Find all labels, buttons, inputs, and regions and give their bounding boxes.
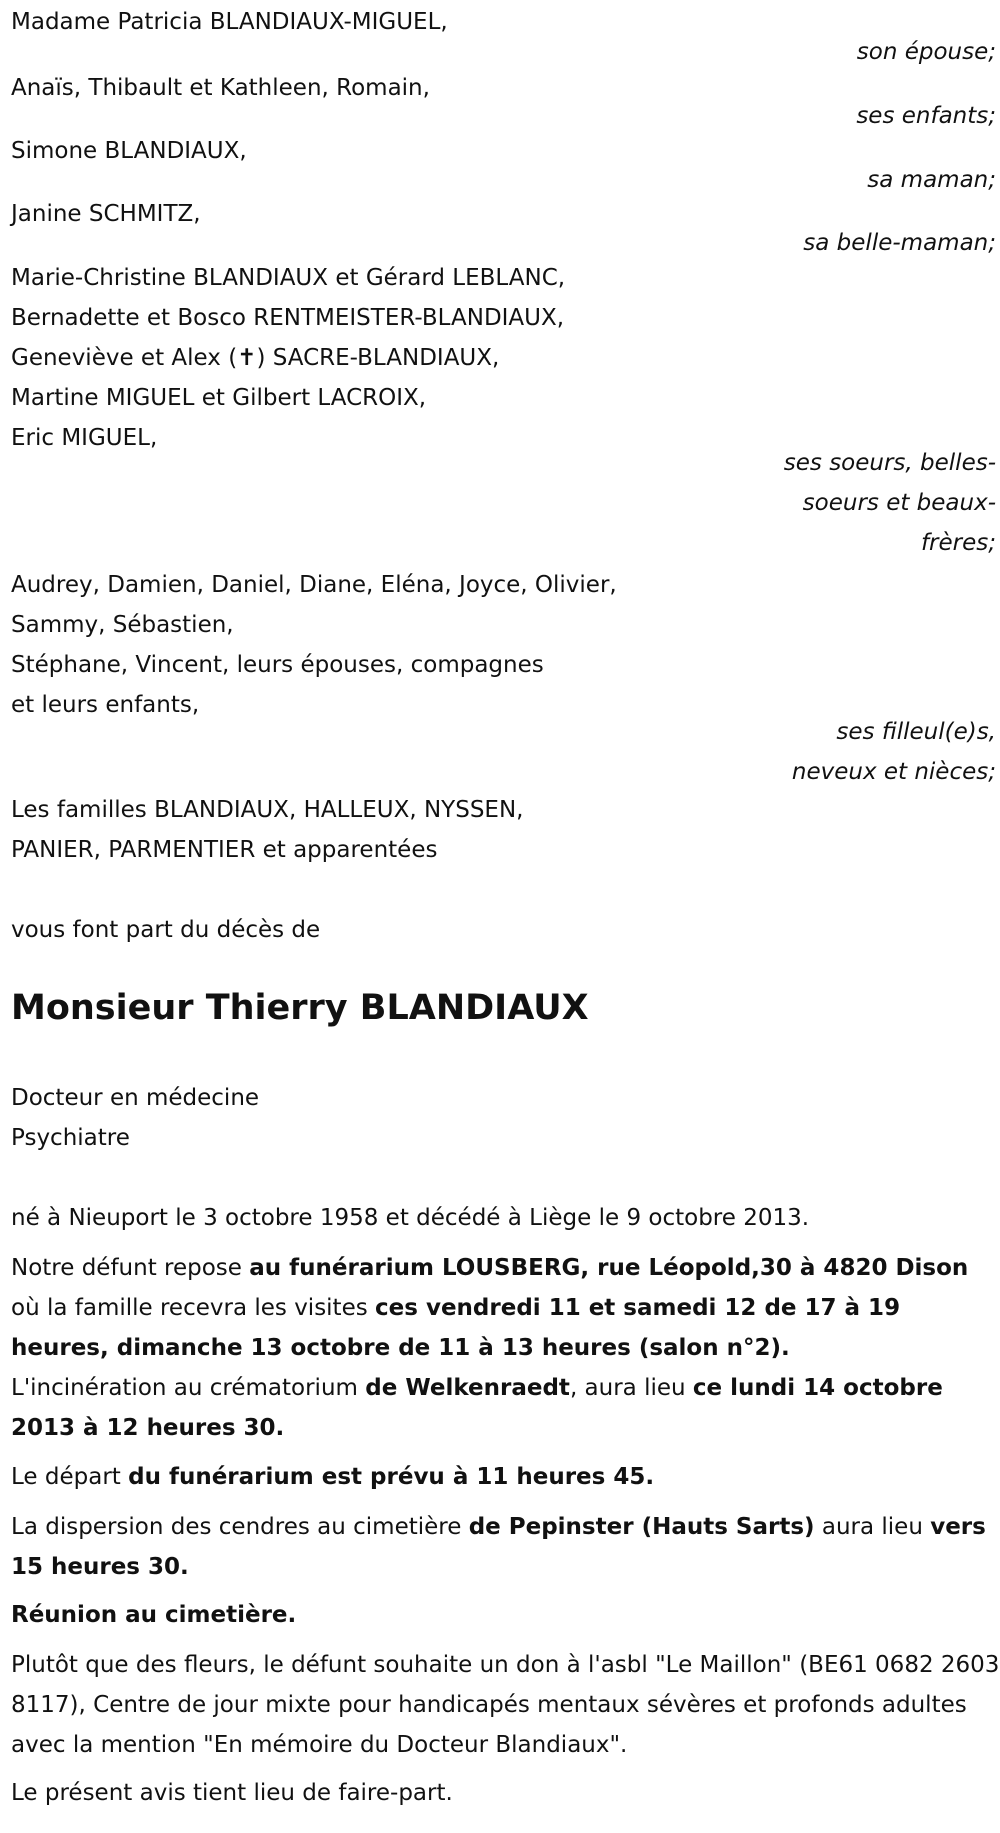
closing-line: Le présent avis tient lieu de faire-part. bbox=[11, 1780, 453, 1806]
dispersion-time: vers 15 heures 30. bbox=[11, 1514, 986, 1580]
relation-label: sa maman; bbox=[867, 167, 996, 193]
relation-label: ses filleul(e)s, bbox=[836, 719, 996, 745]
dispersion-paragraph bbox=[11, 1507, 1000, 1587]
dispersion-place: de Pepinster (Hauts Sarts) bbox=[468, 1514, 815, 1540]
deceased-name: Monsieur Thierry BLANDIAUX bbox=[11, 988, 589, 1028]
family-line: Marie-Christine BLANDIAUX et Gérard LEBLANC, bbox=[11, 265, 566, 291]
family-line: Martine MIGUEL et Gilbert LACROIX, bbox=[11, 385, 427, 411]
family-line: Stéphane, Vincent, leurs épouses, compagnes bbox=[11, 652, 544, 678]
cremation-place: de Welkenraedt bbox=[365, 1375, 570, 1401]
cremation-text: L'incinération au crématorium bbox=[11, 1375, 366, 1401]
announce-text: vous font part du décès de bbox=[11, 917, 321, 943]
family-line: Geneviève et Alex (✝) SACRE-BLANDIAUX, bbox=[11, 345, 500, 371]
family-line: PANIER, PARMENTIER et apparentées bbox=[11, 837, 438, 863]
cremation-text: , aura lieu bbox=[569, 1375, 693, 1401]
family-line: Simone BLANDIAUX, bbox=[11, 138, 247, 164]
family-line: Bernadette et Bosco RENTMEISTER-BLANDIAUX, bbox=[11, 305, 565, 331]
relation-label: frères; bbox=[920, 530, 996, 556]
family-line: Sammy, Sébastien, bbox=[11, 612, 234, 638]
dispersion-text: aura lieu bbox=[814, 1514, 931, 1540]
rest-paragraph bbox=[11, 1248, 1000, 1368]
relation-label: sa belle-maman; bbox=[803, 230, 996, 256]
cremation-paragraph bbox=[11, 1368, 1000, 1448]
family-line: Audrey, Damien, Daniel, Diane, Eléna, Joyce, Olivier, bbox=[11, 572, 617, 598]
rest-text: Notre défunt repose bbox=[11, 1255, 250, 1281]
visit-hours: ces vendredi 11 et samedi 12 de 17 à 19 heures, dimanche 13 octobre de 11 à 13 heures (salon n°2). bbox=[11, 1295, 901, 1361]
family-line: et leurs enfants, bbox=[11, 692, 200, 718]
donation-paragraph: Plutôt que des fleurs, le défunt souhaite un don à l'asbl "Le Maillon" (BE61 0682 2603 8117), Centre de jour mixte pour handicapés mentaux sévères et profonds adultes avec la mention "En mémoire du Docteur Blandiaux". bbox=[11, 1652, 1000, 1758]
departure-paragraph bbox=[11, 1457, 1000, 1497]
family-line: Madame Patricia BLANDIAUX-MIGUEL, bbox=[11, 9, 448, 35]
cremation-date: ce lundi 14 octobre 2013 à 12 heures 30. bbox=[11, 1375, 943, 1441]
family-line: Anaïs, Thibault et Kathleen, Romain, bbox=[11, 75, 430, 101]
family-line: Eric MIGUEL, bbox=[11, 425, 158, 451]
family-line: Les familles BLANDIAUX, HALLEUX, NYSSEN, bbox=[11, 797, 524, 823]
profession-line: Psychiatre bbox=[11, 1125, 130, 1151]
family-line: Janine SCHMITZ, bbox=[11, 201, 201, 227]
profession-line: Docteur en médecine bbox=[11, 1085, 260, 1111]
relation-label: soeurs et beaux- bbox=[802, 490, 996, 516]
relation-label: son épouse; bbox=[856, 39, 996, 65]
relation-label: ses soeurs, belles- bbox=[783, 450, 996, 476]
reunion-line: Réunion au cimetière. bbox=[11, 1602, 297, 1628]
relation-label: neveux et nièces; bbox=[791, 759, 996, 785]
relation-label: ses enfants; bbox=[856, 103, 996, 129]
rest-location: au funérarium LOUSBERG, rue Léopold,30 à 4820 Dison bbox=[249, 1255, 969, 1281]
departure-text: Le départ bbox=[11, 1464, 129, 1490]
departure-time: du funérarium est prévu à 11 heures 45. bbox=[128, 1464, 655, 1490]
rest-text: où la famille recevra les visites bbox=[11, 1295, 376, 1321]
dispersion-text: La dispersion des cendres au cimetière bbox=[11, 1514, 469, 1540]
birth-death-line: né à Nieuport le 3 octobre 1958 et décédé à Liège le 9 octobre 2013. bbox=[11, 1205, 810, 1231]
